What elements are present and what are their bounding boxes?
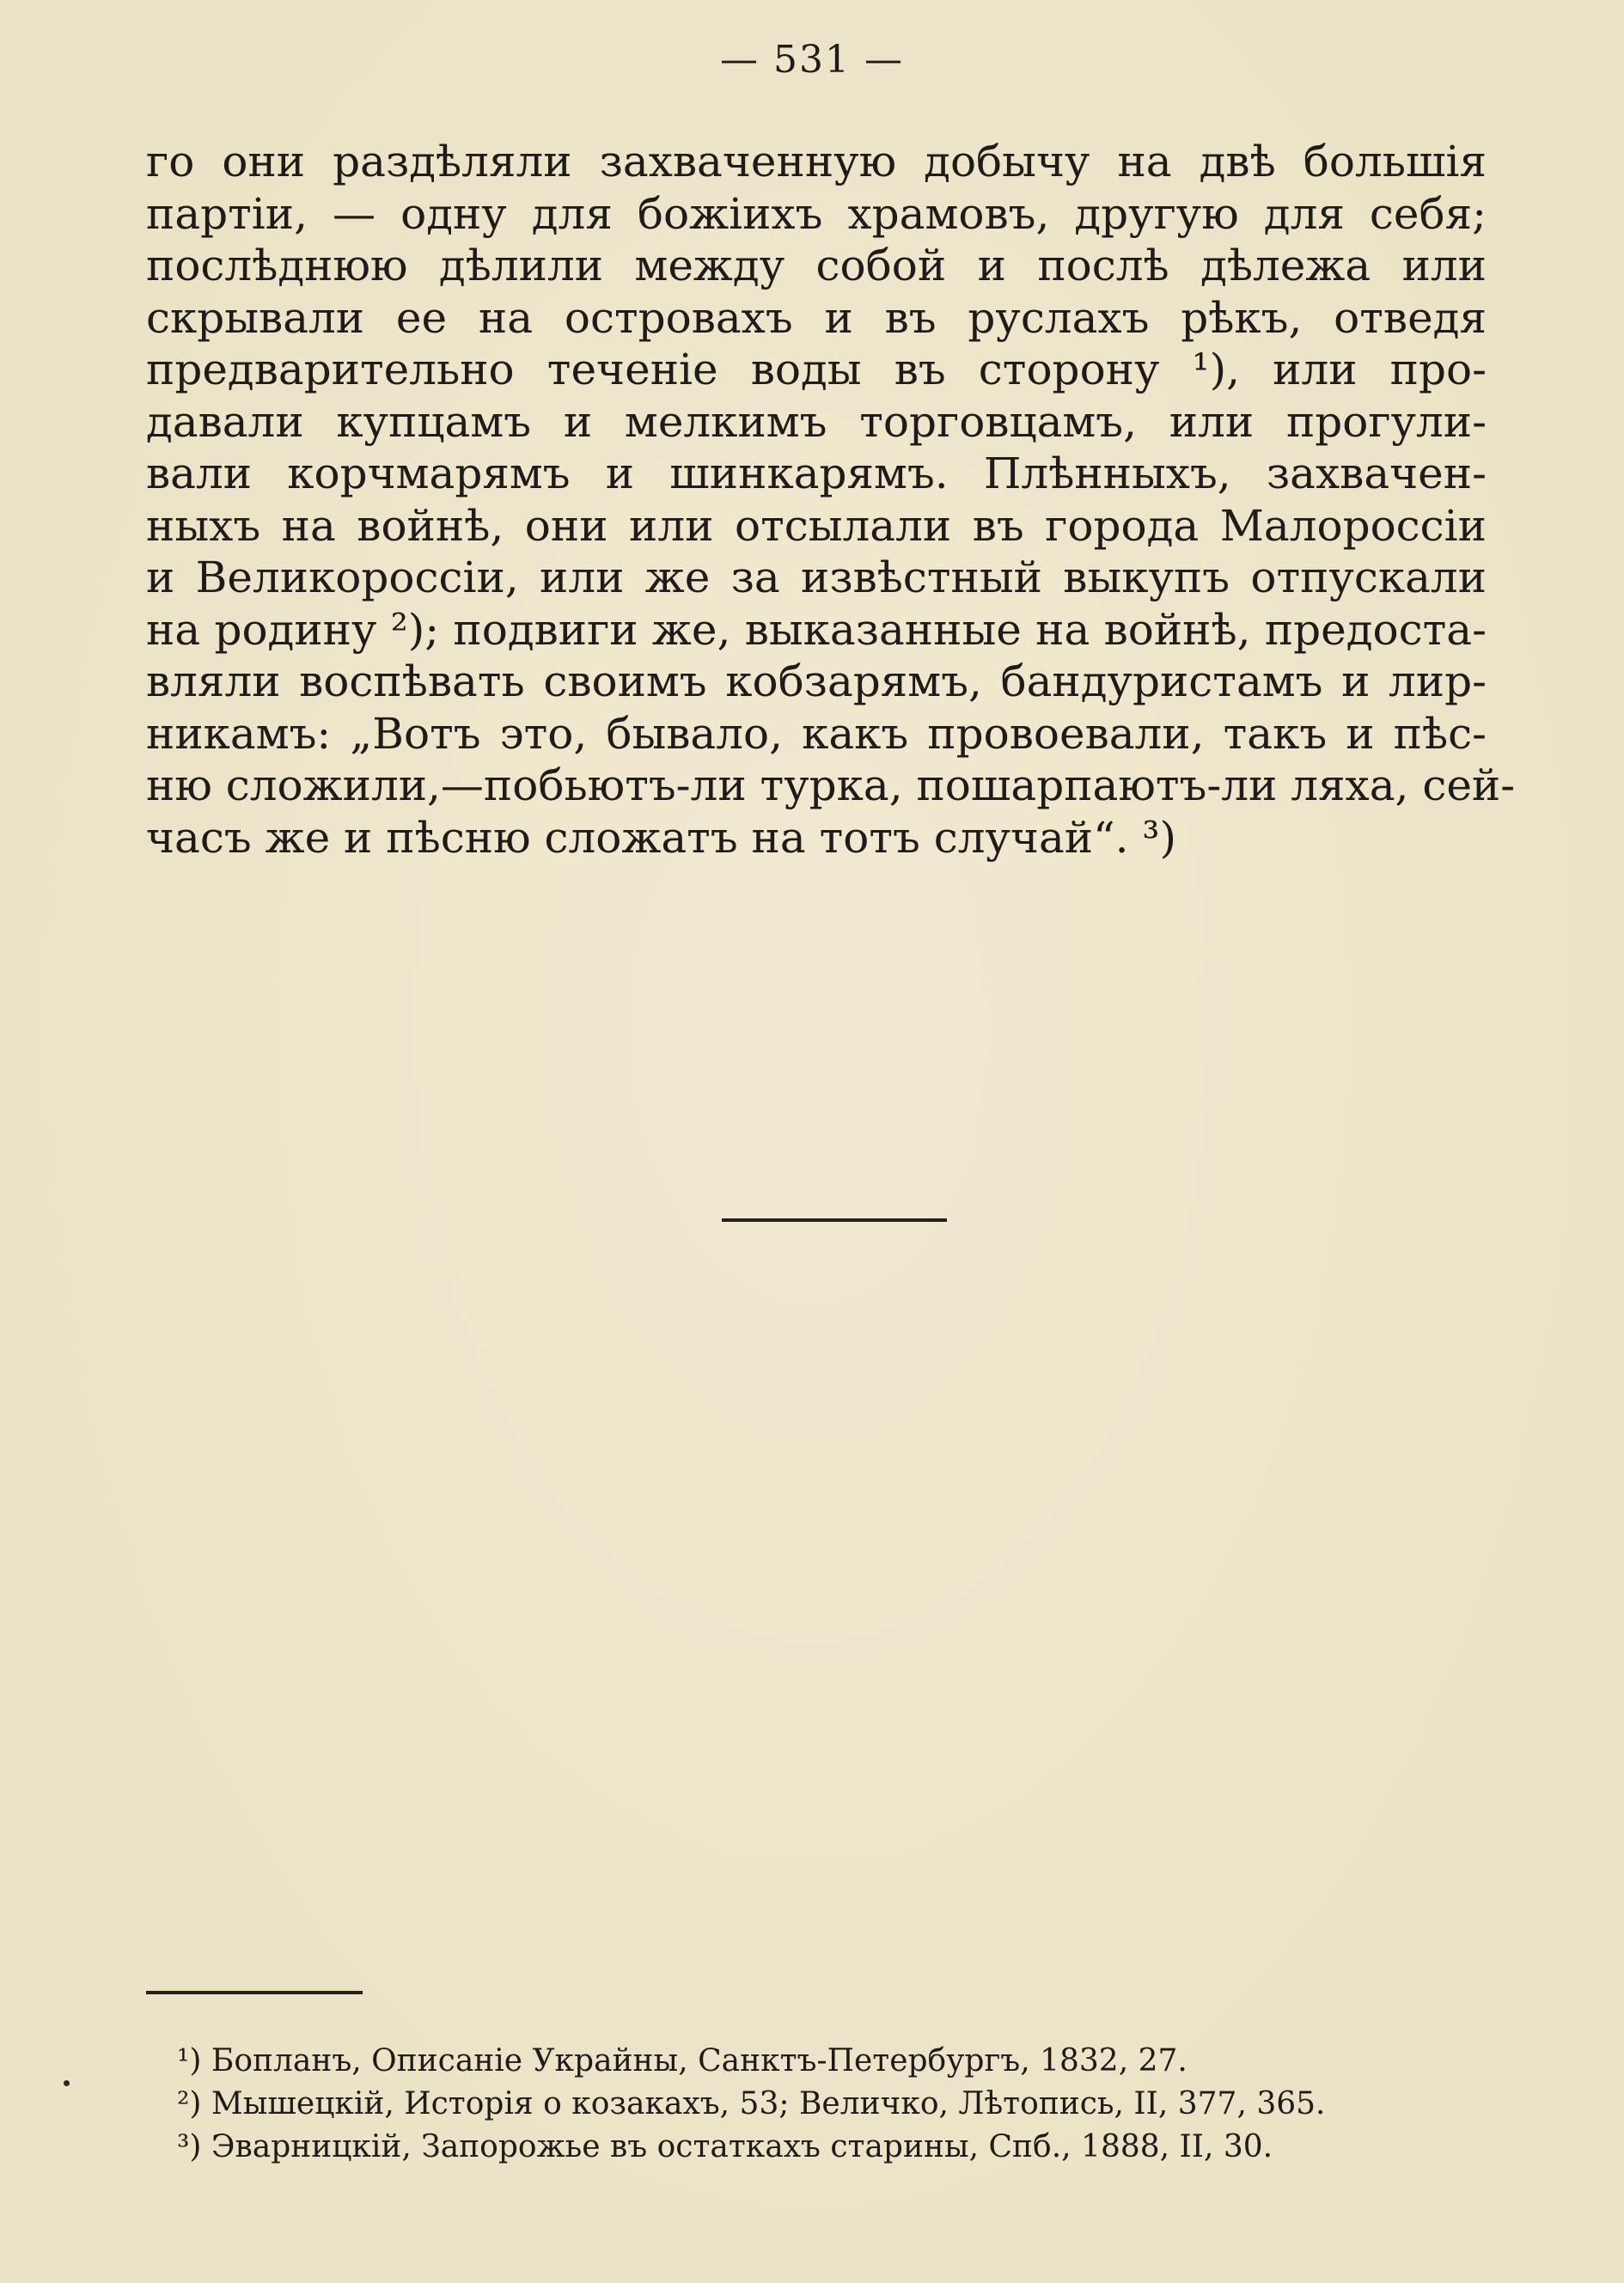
footnote-2: ²) Мышецкій, Исторія о козакахъ, 53; Величко, Лѣтопись, II, 377, 365. [177,2086,1326,2121]
footnotes [177,2040,1517,2169]
text-line: ныхъ на войнѣ, они или отсылали въ города Малороссіи [146,500,1487,551]
footnote-divider [146,1991,363,1994]
text-line: вляли воспѣвать своимъ кобзарямъ, бандуристамъ и лир- [146,656,1487,706]
text-line: никамъ: „Вотъ это, бывало, какъ провоевали, такъ и пѣс- [146,708,1487,759]
text-line: давали купцамъ и мелкимъ торговцамъ, или прогули- [146,396,1487,447]
text-line: послѣднюю дѣлили между собой и послѣ дѣлежа или [146,241,1487,290]
text-line: ню сложили,—побьютъ-ли турка, пошарпаютъ-ли ляха, сей- [146,760,1516,810]
text-line: предварительно теченіе воды въ сторону ¹), или про- [146,345,1487,394]
body-text [146,136,1516,864]
text-line: скрывали ее на островахъ и въ руслахъ рѣкъ, отведя [146,292,1487,343]
text-line: партіи, — одну для божіихъ храмовъ, другую для себя; [146,188,1487,239]
print-speck [64,2080,70,2086]
text-line: на родину ²); подвиги же, выказанные на войнѣ, предоста- [146,604,1487,655]
section-divider [722,1218,947,1222]
text-line: часъ же и пѣсню сложатъ на тотъ случай“. ³) [146,812,1176,863]
text-line: вали корчмарямъ и шинкарямъ. Плѣнныхъ, захвачен- [146,449,1487,498]
footnote-3: ³) Эварницкій, Запорожье въ остаткахъ старины, Спб., 1888, II, 30. [177,2129,1273,2164]
text-line: го они раздѣляли захваченную добычу на двѣ большія [146,137,1487,186]
page-number: — 531 — [720,38,904,82]
text-line: и Великороссіи, или же за извѣстный выкупъ отпускали [146,552,1487,602]
footnote-1: ¹) Бопланъ, Описаніе Украйны, Санктъ-Петербургъ, 1832, 27. [177,2043,1187,2079]
